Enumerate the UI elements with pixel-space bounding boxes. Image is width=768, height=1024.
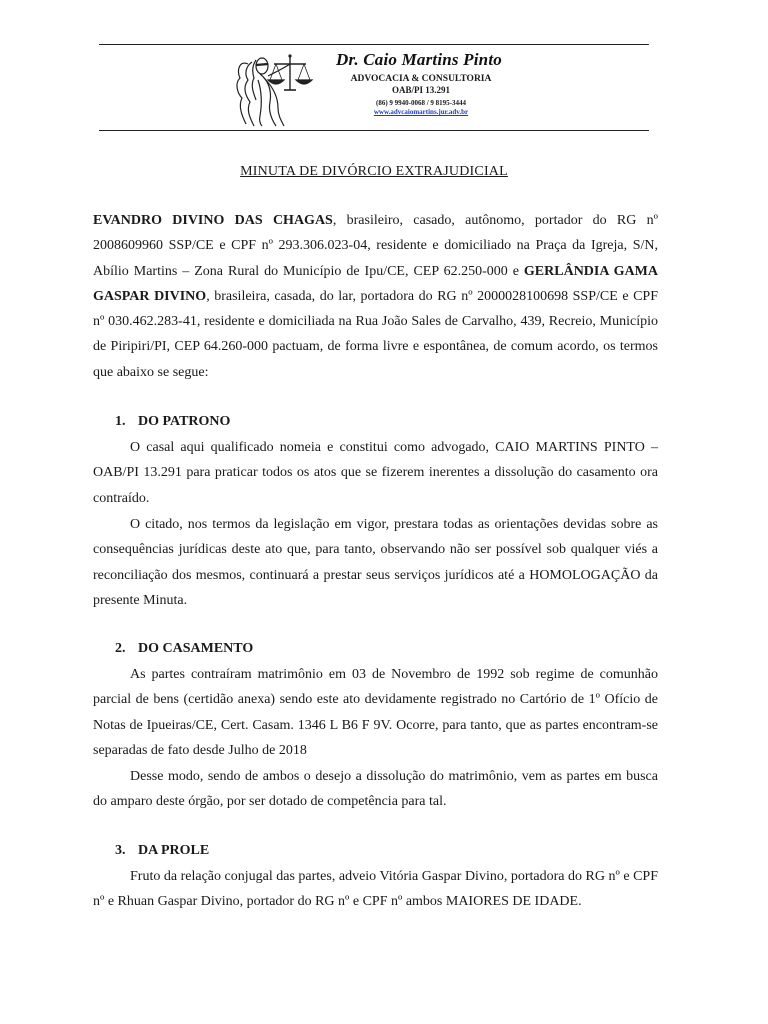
section-paragraph: Desse modo, sendo de ambos o desejo a dissolução do matrimônio, vem as partes em busca do amparo deste órgão, por ser dotado de competência para tal. [93,769,658,810]
party2-name: GERLÂNDIA GAMA GASPAR DIVINO [93,263,658,304]
section-title: DA PROLE [138,843,210,858]
letterhead-lawyer-name: Dr. Caio Martins Pinto [336,50,502,69]
section-paragraph: O citado, nos termos da legislação em vigor, prestara todas as orientações devidas sobre as consequências jurídicas deste ato que, para tanto, observando não ser possível sob qualquer viés a reconciliação dos mesmos, continuará a prestar seus serviços jurídicos até a HOMOLOGAÇÃO da presente Minuta. [93,517,658,608]
section-heading [115,641,253,657]
party2-details: , brasileira, casada, do lar, portadora do RG nº 2000028100698 SSP/CE e CPF nº 030.462.283-41, residente e domiciliada na Rua João Sales de Carvalho, 439, Recreio, Município de Piripiri/PI, CEP 64.260-000 pactuam, de forma livre e espontânea, de comum acordo, os termos que abaixo se segue: [93,288,658,380]
section-number: 2. [115,641,126,656]
lady-justice-logo-icon [228,50,328,128]
document-title: MINUTA DE DIVÓRCIO EXTRAJUDICIAL [240,164,508,179]
letterhead-firm: ADVOCACIA & CONSULTORIA [350,74,492,84]
section-paragraph: O casal aqui qualificado nomeia e constitui como advogado, CAIO MARTINS PINTO – OAB/PI 13.291 para praticar todos os atos que se fizerem inerentes a dissolução do casamento ora contraído. [93,440,658,506]
section-number: 1. [115,414,126,429]
party1-details: , brasileiro, casado, autônomo, portador do RG nº 2008609960 SSP/CE e CPF nº 293.306.023-04, residente e domiciliado na Praça da Igreja, S/N, Abílio Martins – Zona Rural do Município de Ipu/CE, CEP 62.250-000 e [93,213,658,279]
letterhead-bottom-rule [99,130,649,131]
section-heading [115,843,209,859]
section-paragraph: Fruto da relação conjugal das partes, adveio Vitória Gaspar Divino, portadora do RG nº e CPF nº e Rhuan Gaspar Divino, portador do RG nº e CPF nº ambos MAIORES DE IDADE. [93,869,658,910]
section-paragraph: As partes contraíram matrimônio em 03 de Novembro de 1992 sob regime de comunhão parcial de bens (certidão anexa) sendo este ato devidamente registrado no Cartório de 1º Ofício de Notas de Ipueiras/CE, Cert. Casam. 1346 L B6 F 9V. Ocorre, para tanto, que as partes encontram-se separadas de fato desde Julho de 2018 [93,667,658,758]
intro-paragraph [93,208,658,385]
letterhead-phone: (86) 9 9940-0068 / 9 8195-3444 [375,99,467,107]
section-number: 3. [115,843,126,858]
section-heading [115,414,230,430]
letterhead-top-rule [99,44,649,45]
section-title: DO PATRONO [138,414,231,429]
letterhead-website-link[interactable]: www.advcaiomartins.jur.adv.br [373,108,469,116]
letterhead-oab: OAB/PI 13.291 [391,85,450,95]
section-title: DO CASAMENTO [138,641,254,656]
party1-name: EVANDRO DIVINO DAS CHAGAS [93,213,333,228]
